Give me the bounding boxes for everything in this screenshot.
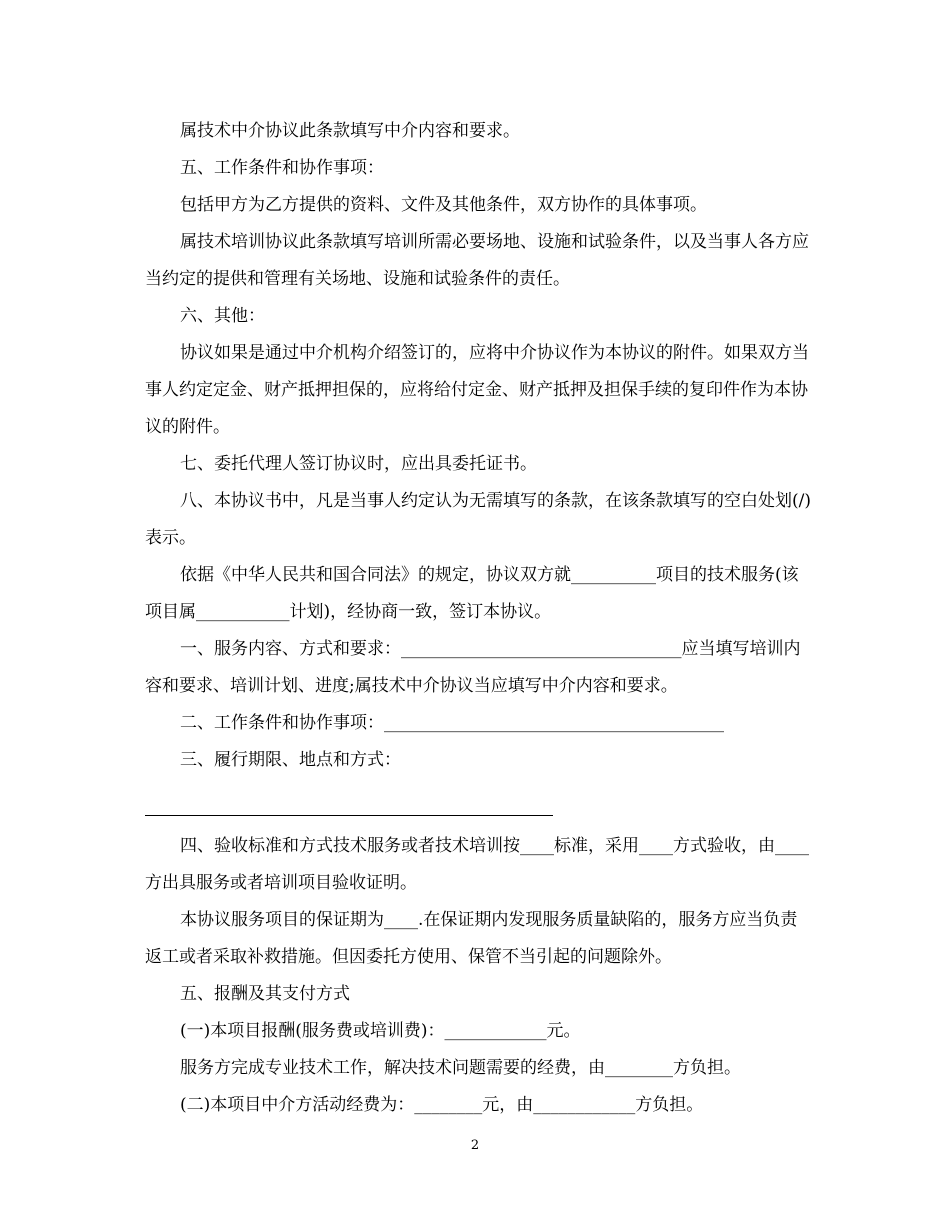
section-heading: 五、报酬及其支付方式 bbox=[180, 984, 350, 1004]
blank-fill-line bbox=[145, 815, 553, 816]
page-number: 2 bbox=[470, 1138, 480, 1153]
section-heading: 五、工作条件和协作事项： bbox=[180, 158, 384, 178]
paragraph: 三、履行期限、地点和方式： bbox=[180, 750, 401, 770]
paragraph: 二、工作条件和协作事项：________________________________________ bbox=[180, 713, 724, 733]
paragraph: 属技术中介协议此条款填写中介内容和要求。 bbox=[180, 121, 520, 141]
paragraph: 本协议服务项目的保证期为____.在保证期内发现服务质量缺陷的，服务方应当负责返工或者采取补救措施。但因委托方使用、保管不当引起的问题除外。 bbox=[145, 910, 798, 967]
paragraph: 协议如果是通过中介机构介绍签订的，应将中介协议作为本协议的附件。如果双方当事人约定定金、财产抵押担保的，应将给付定金、财产抵押及担保手续的复印件作为本协议的附件。 bbox=[145, 343, 809, 437]
paragraph: (二)本项目中介方活动经费为：________元，由____________方负担。 bbox=[180, 1095, 704, 1115]
paragraph: 四、验收标准和方式技术服务或者技术培训按____标准，采用____方式验收，由____方出具服务或者培训项目验收证明。 bbox=[145, 836, 809, 893]
paragraph: (一)本项目报酬(服务费或培训费)：____________元。 bbox=[180, 1021, 581, 1041]
section-heading: 六、其他： bbox=[180, 306, 265, 326]
paragraph: 八、本协议书中，凡是当事人约定认为无需填写的条款，在该条款填写的空白处划(/)表示。 bbox=[145, 491, 811, 548]
paragraph: 服务方完成专业技术工作，解决技术问题需要的经费，由________方负担。 bbox=[180, 1058, 741, 1078]
document-body bbox=[145, 113, 813, 1124]
paragraph: 包括甲方为乙方提供的资料、文件及其他条件，双方协作的具体事项。 bbox=[180, 195, 707, 215]
paragraph: 七、委托代理人签订协议时，应出具委托证书。 bbox=[180, 454, 537, 474]
paragraph: 一、服务内容、方式和要求：_________________________________应当填写培训内容和要求、培训计划、进度;属技术中介协议当应填写中介内容和要求。 bbox=[145, 639, 801, 696]
paragraph: 属技术培训协议此条款填写培训所需必要场地、设施和试验条件，以及当事人各方应当约定的提供和管理有关场地、设施和试验条件的责任。 bbox=[145, 232, 809, 289]
paragraph: 依据《中华人民共和国合同法》的规定，协议双方就__________项目的技术服务(该项目属___________计划)，经协商一致，签订本协议。 bbox=[145, 565, 799, 622]
